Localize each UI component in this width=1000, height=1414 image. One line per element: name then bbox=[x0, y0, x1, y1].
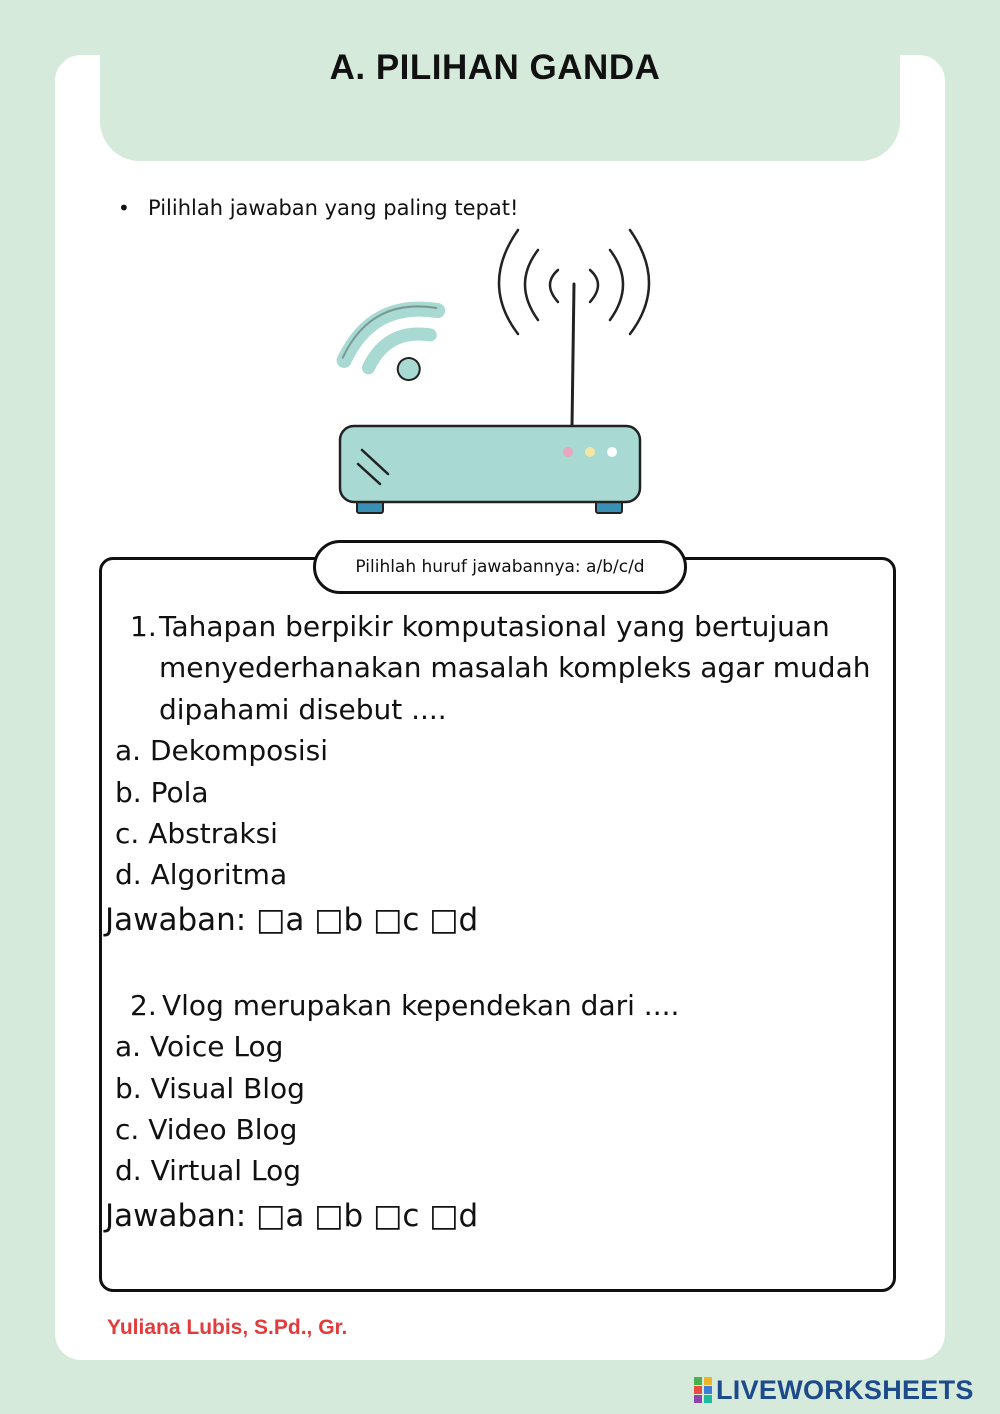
question-2-option-a: a. Voice Log bbox=[115, 1030, 284, 1063]
question-2-line-1: Vlog merupakan kependekan dari .... bbox=[162, 989, 680, 1022]
router-illustration bbox=[330, 222, 660, 522]
question-1-option-c: c. Abstraksi bbox=[115, 817, 278, 850]
liveworksheets-logo-icon bbox=[694, 1377, 712, 1403]
page-title: A. PILIHAN GANDA bbox=[329, 48, 661, 87]
question-2-option-c: c. Video Blog bbox=[115, 1113, 298, 1146]
question-1-line-2: menyederhanakan masalah kompleks agar mudah bbox=[159, 651, 871, 684]
instruction-list bbox=[118, 196, 518, 220]
router-body bbox=[340, 426, 640, 502]
question-1-line-1: Tahapan berpikir komputasional yang bertujuan bbox=[159, 610, 830, 643]
instruction-text: • Pilihlah jawaban yang paling tepat! bbox=[118, 196, 518, 220]
question-1-answer-checkboxes[interactable]: Jawaban: □a □b □c □d bbox=[105, 902, 479, 938]
author-credit: Yuliana Lubis, S.Pd., Gr. bbox=[107, 1316, 348, 1339]
brand-name: LIVEWORKSHEETS bbox=[716, 1374, 974, 1405]
question-1-number: 1. bbox=[130, 610, 157, 643]
question-2-option-b: b. Visual Blog bbox=[115, 1072, 305, 1105]
question-1-line-3: dipahami disebut .... bbox=[159, 693, 447, 726]
question-2-option-d: d. Virtual Log bbox=[115, 1154, 301, 1187]
antenna bbox=[572, 284, 574, 427]
question-1-option-b: b. Pola bbox=[115, 776, 209, 809]
question-1-option-a: a. Dekomposisi bbox=[115, 734, 329, 767]
liveworksheets-brand[interactable] bbox=[694, 1374, 974, 1406]
question-2-number: 2. bbox=[130, 989, 157, 1022]
question-1-option-d: d. Algoritma bbox=[115, 858, 288, 891]
question-2-answer-checkboxes[interactable]: Jawaban: □a □b □c □d bbox=[105, 1198, 479, 1234]
wifi-icon bbox=[333, 290, 460, 403]
answer-hint: Pilihlah huruf jawabannya: a/b/c/d bbox=[313, 540, 687, 594]
